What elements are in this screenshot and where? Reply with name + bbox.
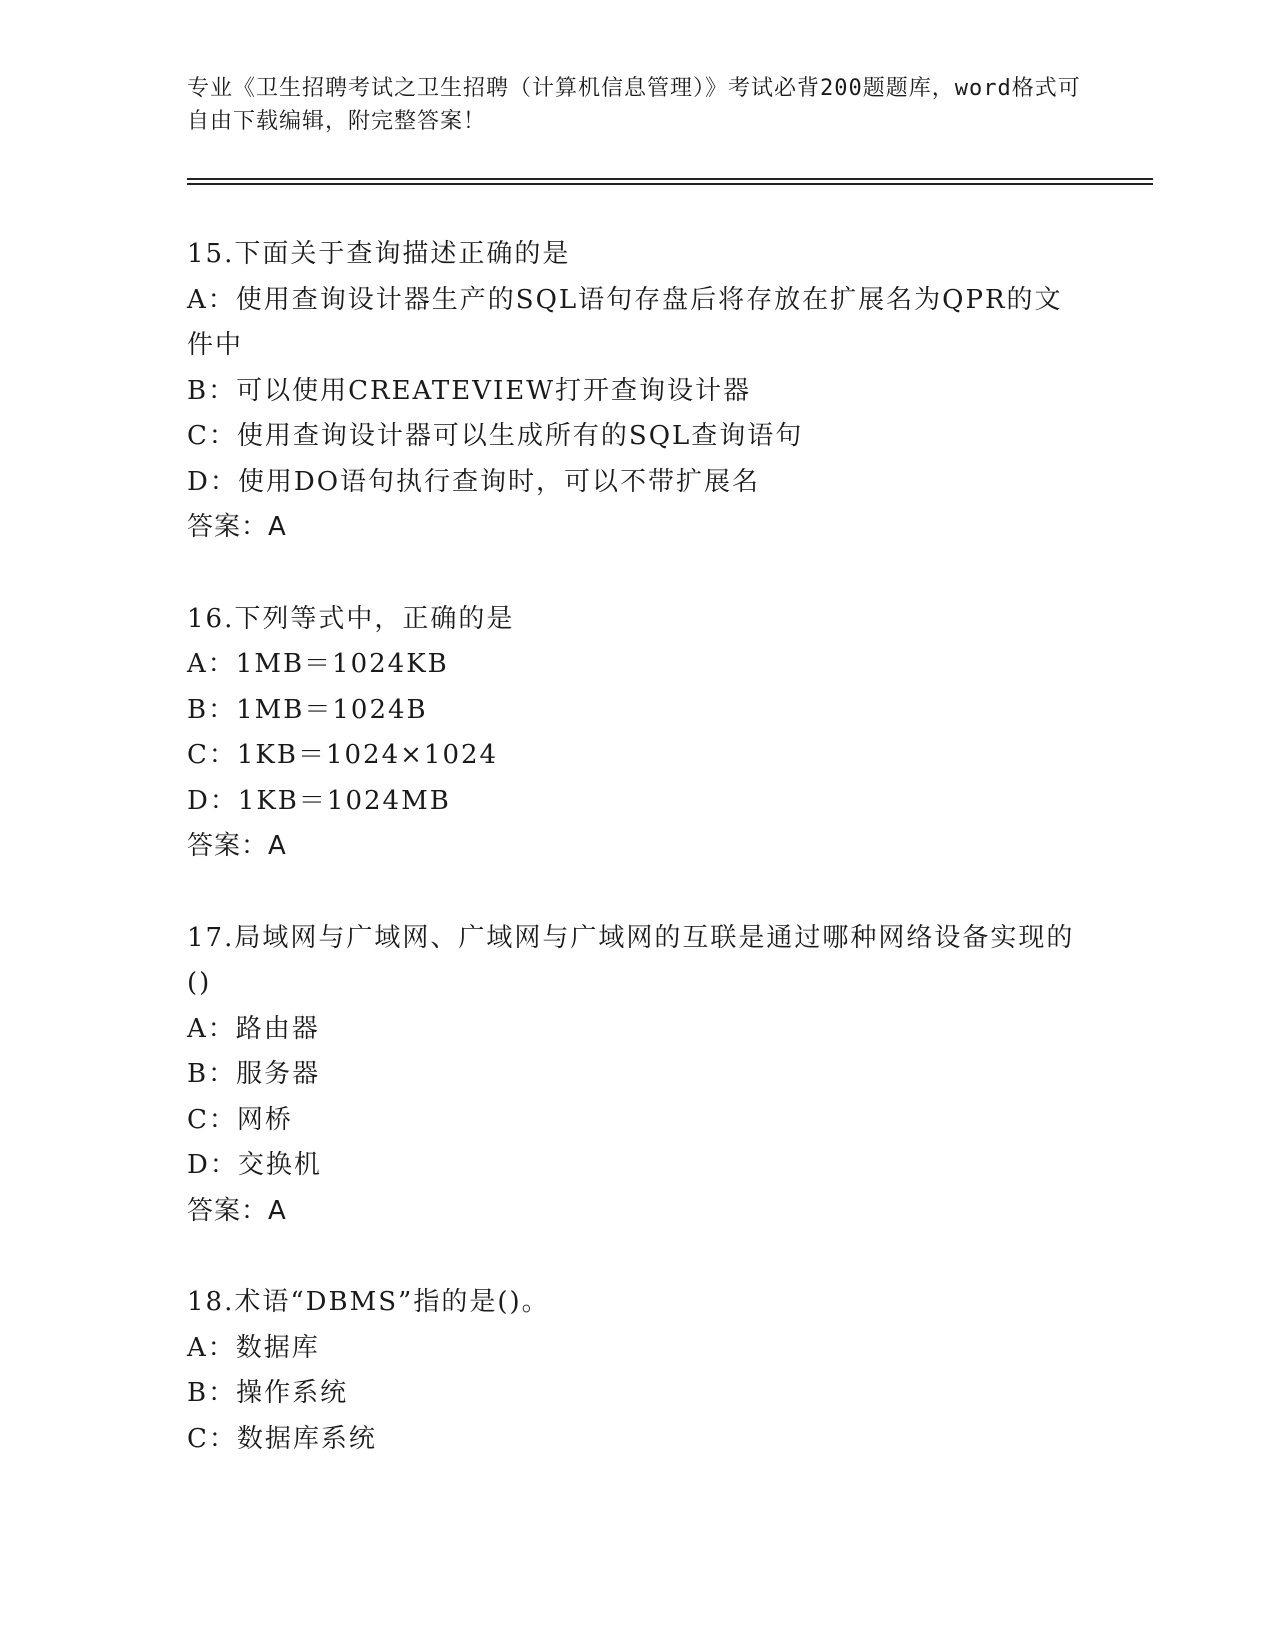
question-15: [187, 232, 1087, 551]
option-b: B：操作系统: [187, 1378, 349, 1408]
option-a: A：路由器: [187, 1013, 320, 1044]
option-c: C：网桥: [187, 1104, 293, 1135]
option-a: A：使用查询设计器生产的SQL语句存盘后将存放在扩展名为QPR的文件中: [187, 284, 1063, 360]
option-c: C：数据库系统: [187, 1423, 377, 1454]
option-a: A：1MB＝1024KB: [187, 649, 449, 679]
answer-line: 答案：A: [187, 1195, 287, 1226]
question-18: [187, 1280, 1087, 1462]
option-d: D：使用DO语句执行查询时，可以不带扩展名: [187, 466, 761, 497]
option-a: A：数据库: [187, 1332, 320, 1363]
option-b: B：可以使用CREATEVIEW打开查询设计器: [187, 375, 751, 406]
document-header: 专业《卫生招聘考试之卫生招聘（计算机信息管理）》考试必背200题题库，word格式可自由下载编辑，附完整答案！: [187, 76, 1081, 134]
question-17: [187, 916, 1087, 1235]
option-d: D：1KB＝1024MB: [187, 785, 451, 816]
header-divider-top: [187, 178, 1153, 180]
answer-line: 答案：A: [187, 831, 287, 861]
option-b: B：服务器: [187, 1059, 321, 1089]
option-c: C：使用查询设计器可以生成所有的SQL查询语句: [187, 421, 804, 451]
question-stem: 17.局域网与广域网、广域网与广域网的互联是通过哪种网络设备实现的(): [187, 922, 1075, 998]
option-c: C：1KB＝1024×1024: [187, 740, 499, 770]
header-divider-bottom: [187, 183, 1153, 185]
option-b: B：1MB＝1024B: [187, 694, 428, 725]
question-16: [187, 597, 1087, 870]
question-stem: 16.下列等式中，正确的是: [187, 603, 515, 634]
option-d: D：交换机: [187, 1150, 322, 1180]
question-stem: 18.术语“DBMS”指的是()。: [187, 1287, 550, 1317]
question-list: [187, 232, 1087, 1508]
answer-line: 答案：A: [187, 512, 287, 542]
question-stem: 15.下面关于查询描述正确的是: [187, 239, 571, 269]
